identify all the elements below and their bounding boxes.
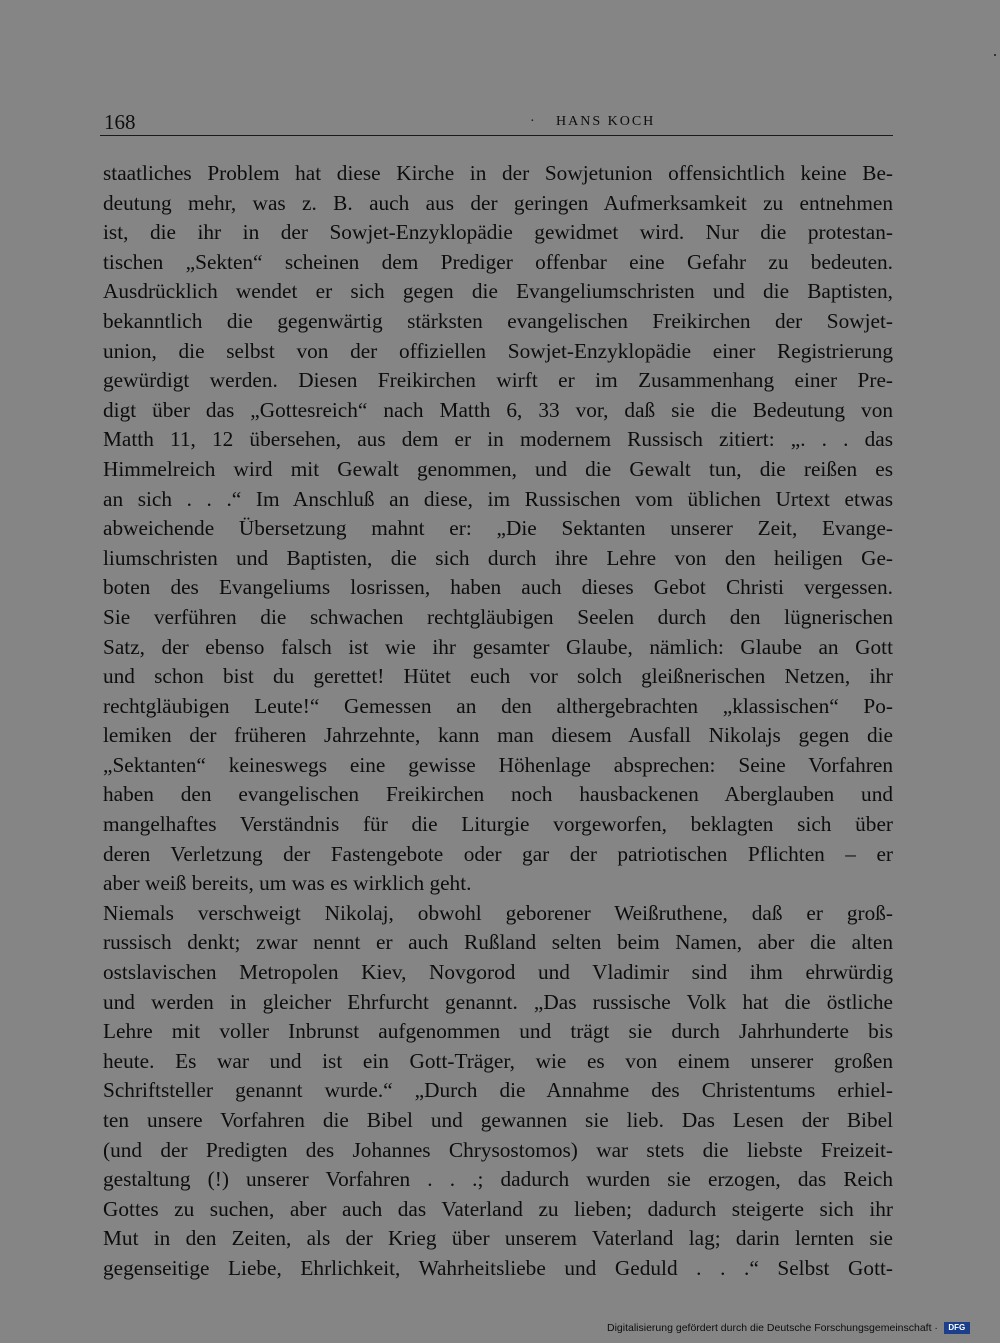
text-line: russisch denkt; zwar nennt er auch Rußland selten beim Namen, aber die alten	[103, 930, 893, 955]
text-line: Ausdrücklich wendet er sich gegen die Evangeliumschristen und die Baptisten,	[103, 279, 893, 304]
text-line: tischen „Sekten“ scheinen dem Prediger offenbar eine Gefahr zu bedeuten.	[103, 249, 893, 274]
text-line: liumschristen und Baptisten, die sich durch ihre Lehre von den heiligen Ge-	[103, 545, 893, 570]
text-line: rechtgläubigen Leute!“ Gemessen an den althergebrachten „klassischen“ Po-	[103, 693, 893, 718]
text-line: Himmelreich wird mit Gewalt genommen, und die Gewalt tun, die reißen es	[103, 456, 893, 481]
text-line: union, die selbst von der offiziellen Sowjet-Enzyklopädie einer Registrierung	[103, 338, 893, 363]
text-line: ist, die ihr in der Sowjet-Enzyklopädie gewidmet wird. Nur die protestan-	[103, 220, 893, 245]
text-line: ostslavischen Metropolen Kiev, Novgorod und Vladimir sind ihm ehrwürdig	[103, 960, 893, 985]
text-line: ten unsere Vorfahren die Bibel und gewannen sie lieb. Das Lesen der Bibel	[103, 1108, 893, 1132]
text-line: digt über das „Gottesreich“ nach Matth 6, 33 vor, daß sie die Bedeutung von	[103, 397, 893, 422]
text-line: Lehre mit voller Inbrunst aufgenommen und trägt sie durch Jahrhunderte bis	[103, 1019, 893, 1044]
text-line: Gottes zu suchen, aber auch das Vaterland zu lieben; dadurch steigerte sich ihr	[103, 1196, 893, 1221]
text-line: abweichende Übersetzung mahnt er: „Die Sektanten unserer Zeit, Evange-	[103, 516, 893, 541]
text-line: „Sektanten“ keineswegs eine gewisse Höhenlage absprechen: Seine Vorfahren	[103, 752, 893, 777]
text-line: boten des Evangeliums losrissen, haben auch dieses Gebot Christi vergessen.	[103, 575, 893, 600]
text-line: Mut in den Zeiten, als der Krieg über unserem Vaterland lag; darin lernten sie	[103, 1226, 893, 1251]
text-line: an sich . . .“ Im Anschluß an diese, im Russischen vom üblichen Urtext etwas	[103, 486, 893, 511]
text-line: gestaltung (!) unserer Vorfahren . . .; dadurch wurden sie erzogen, das Reich	[103, 1167, 893, 1192]
dfg-logo: DFG	[944, 1322, 970, 1334]
header-rule	[100, 135, 893, 136]
text-line: deutung mehr, was z. B. auch aus der geringen Aufmerksamkeit zu entnehmen	[103, 190, 893, 215]
text-line: Matth 11, 12 übersehen, aus dem er in modernem Russisch zitiert: „. . . das	[103, 427, 893, 452]
text-line: lemiken der früheren Jahrzehnte, kann man diesem Ausfall Nikolajs gegen die	[103, 723, 893, 748]
text-line: gegenseitige Liebe, Ehrlichkeit, Wahrheitsliebe und Geduld . . .“ Selbst Gott-	[103, 1255, 893, 1280]
digitization-credit: Digitalisierung gefördert durch die Deutsche Forschungsgemeinschaft ·	[607, 1322, 938, 1334]
text-line: bekanntlich die gegenwärtig stärksten evangelischen Freikirchen der Sowjet-	[103, 308, 893, 333]
running-head-dot: ·	[530, 114, 537, 129]
scan-mark	[994, 54, 996, 56]
text-line: aber weiß bereits, um was es wirklich geht.	[103, 871, 472, 896]
text-line: mangelhaftes Verständnis für die Liturgie vorgeworfen, beklagten sich über	[103, 812, 893, 837]
page-footer	[607, 1320, 970, 1336]
running-head-title: HANS KOCH	[556, 114, 656, 129]
text-line: heute. Es war und ist ein Gott-Träger, wie es von einem unserer großen	[103, 1048, 893, 1073]
text-line: staatliches Problem hat diese Kirche in der Sowjetunion offensichtlich keine Be-	[103, 161, 893, 185]
text-line: Schriftsteller genannt wurde.“ „Durch die Annahme des Christentums erhiel-	[103, 1078, 893, 1103]
running-head	[530, 114, 656, 130]
text-line: haben den evangelischen Freikirchen noch hausbackenen Aberglauben und	[103, 782, 893, 807]
text-line: Niemals verschweigt Nikolaj, obwohl geborener Weißruthene, daß er groß-	[103, 900, 893, 925]
text-line: und werden in gleicher Ehrfurcht genannt. „Das russische Volk hat die östliche	[103, 989, 893, 1014]
body-text	[103, 159, 893, 1284]
text-line: gewürdigt werden. Diesen Freikirchen wirft er im Zusammenhang einer Pre-	[103, 368, 893, 393]
text-line: deren Verletzung der Fastengebote oder gar der patriotischen Pflichten – er	[103, 841, 893, 866]
page-number: 168	[104, 110, 136, 134]
text-line: Sie verführen die schwachen rechtgläubigen Seelen durch den lügnerischen	[103, 604, 893, 629]
text-line: Satz, der ebenso falsch ist wie ihr gesamter Glaube, nämlich: Glaube an Gott	[103, 634, 893, 659]
text-line: (und der Predigten des Johannes Chrysostomos) war stets die liebste Freizeit-	[103, 1137, 893, 1162]
page-header	[100, 110, 893, 136]
text-line: und schon bist du gerettet! Hütet euch vor solch gleißnerischen Netzen, ihr	[103, 664, 893, 689]
